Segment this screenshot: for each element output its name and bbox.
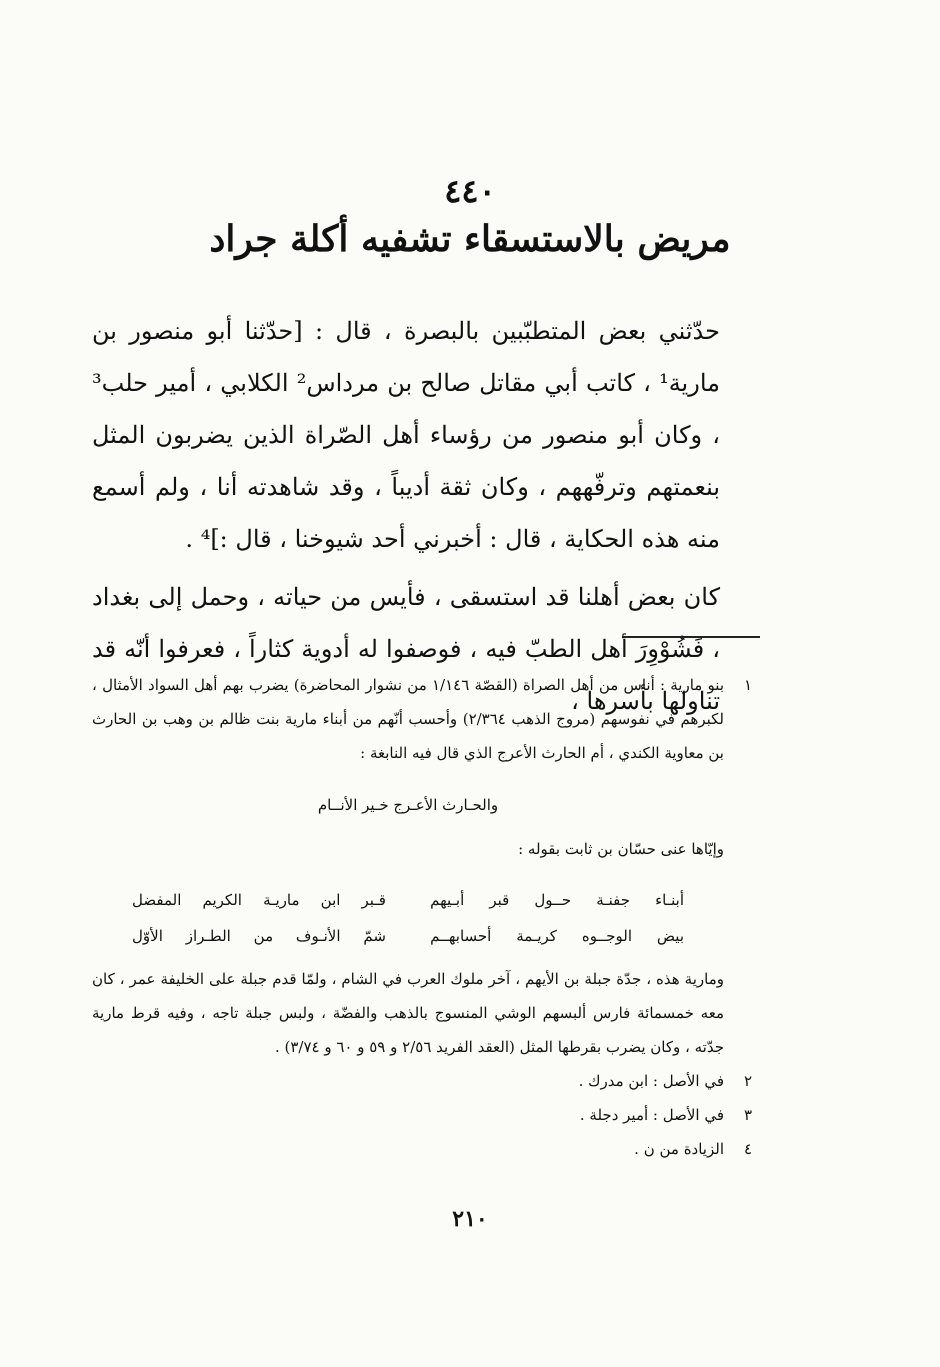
poem-line (132, 882, 684, 918)
footnotes (92, 668, 760, 1166)
poem (132, 882, 684, 954)
footnote-2 (92, 1064, 760, 1098)
footnote-number: ٢ (743, 1072, 753, 1090)
footnote-separator (622, 636, 760, 638)
footnote-3 (92, 1098, 760, 1132)
story-body (92, 305, 760, 727)
story-title: مريض بالاستسقاء تشفيه أكلة جراد (209, 218, 731, 260)
poem-hemistich-second: قـبر ابن ماريـة الكريم المفضل (132, 891, 386, 909)
footnote-number: ٤ (743, 1140, 753, 1158)
footnote-continuation: ومارية هذه ، جدّة جبلة بن الأيهم ، آخر ملوك العرب في الشام ، ولمّا قدم جبلة على الخليفة عمر ، كان معه خمسمائة فارس ألبسهم الوشي المنسوج بالذهب والفضّة ، ولبس جبلة تاجه ، وفيه قرط مارية جدّته ، وكان يضرب بقرطها المثل (العقد الفريد ٢/٥٦ و ٥٩ و ٦٠ و ٣/٧٤) . (92, 970, 724, 1056)
story-number: ٤٤٠ (444, 172, 496, 210)
quoted-verse: والحـارث الأعـرج خـير الأنــام (317, 796, 499, 814)
footnote-text: في الأصل : ابن مدرك . (578, 1072, 724, 1090)
footnote-number: ٣ (743, 1106, 753, 1124)
poem-hemistich-first: بيض الوجــوه كريـمة أحسابهــم (430, 927, 684, 945)
footnote-4 (92, 1132, 760, 1166)
paragraph-2: كان بعض أهلنا قد استسقى ، فأيس من حياته ، وحمل إلى بغداد ، فَشُوْوِرَ أهل الطبّ فيه ، فوصفوا له أدوية كثاراً ، فعرفوا أنّه قد تناولها بأسرها ، (92, 583, 720, 715)
page-number: ٢١٠ (452, 1206, 488, 1232)
poem-line (132, 918, 684, 954)
footnote-text: في الأصل : أمير دجلة . (579, 1106, 724, 1124)
footnote-transition: وإيّاها عنى حسّان بن ثابت بقوله : (518, 840, 724, 858)
paragraph-1: حدّثني بعض المتطبّبين بالبصرة ، قال : [حدّثنا أبو منصور بن مارية¹ ، كاتب أبي مقاتل صالح بن مرداس² الكلابي ، أمير حلب³ ، وكان أبو منصور من رؤساء أهل الصّراة الذين يضربون المثل بنعمتهم وترفّههم ، وكان ثقة أديباً ، وقد شاهدته أنا ، ولم أسمع منه هذه الحكاية ، قال : أخبرني أحد شيوخنا ، قال :]⁴ . (92, 317, 720, 553)
footnote-number: ١ (743, 676, 753, 694)
footnote-text: بنو مارية : أناس من أهل الصراة (القصّة ١/١٤٦ من نشوار المحاضرة) يضرب بهم أهل السواد الأمثال ، لكبرهم في نفوسهم (مروج الذهب ٢/٣٦٤) وأحسب أنّهم من أبناء مارية بنت ظالم بن وهب بن الحارث بن معاوية الكندي ، أم الحارث الأعرج الذي قال فيه النابغة : (92, 676, 724, 762)
footnote-1 (92, 668, 760, 1064)
poem-hemistich-first: أبنـاء جفنـة حــول قبر أبـيهم (430, 891, 684, 909)
poem-hemistich-second: شمّ الأنـوف من الطـراز الأوّل (132, 927, 386, 945)
footnote-text: الزيادة من ن . (634, 1140, 724, 1158)
